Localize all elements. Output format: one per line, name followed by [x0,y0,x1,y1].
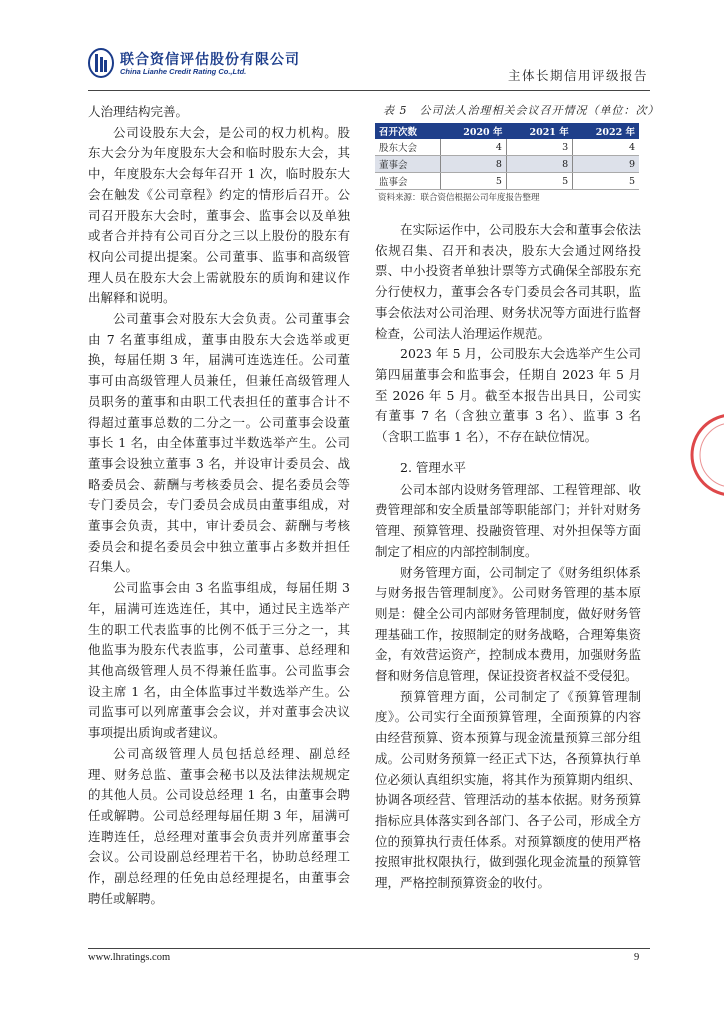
section-heading: 2. 管理水平 [400,459,466,475]
paragraph: 公司监事会由 3 名监事组成，每届任期 3 年，届满可连选连任，其中，通过民主选举产生的职工代表监事的比例不低于三分之一，其他监事为股东代表监事，公司董事、总经理和其他高级管理人员不得兼任监事。公司监事会设主席 1 名，由全体监事过半数选举产生。公司监事可以列席董事会会议，并对董事会决议事项提出质询或者建议。 [88,580,350,741]
table-cell: 股东大会 [375,139,440,156]
table-header-cell: 召开次数 [375,123,440,139]
paragraph: 公司董事会对股东大会负责。公司董事会由 7 名董事组成，董事由股东大会选举或更换，每届任期 3 年，届满可连选连任。公司董事可由高级管理人员兼任，但兼任高级管理人员职务的董事和由职工代表担任的董事合计不得超过董事总数的二分之一。公司董事会设董事长 1 名，由全体董事过半数选举产生。公司董事会设独立董事 3 名，并设审计委员会、战略委员会、薪酬与考核委员会、提名委员会等专门委员会，专门委员会成员由董事组成，对董事会负责，其中，审计委员会、薪酬与考核委员会和提名委员会中独立董事占多数并担任召集人。 [88,311,350,575]
paragraph: 财务管理方面，公司制定了《财务组织体系与财务报告管理制度》。公司财务管理的基本原则是：健全公司内部财务管理制度，做好财务管理基础工作，按照制定的财务战略，合理筹集资金，有效营运资产，控制成本费用，加强财务监督和财务信息管理，保证投资者权益不受侵犯。 [375,564,641,684]
footer-divider [88,948,650,949]
company-name-cn: 联合资信评估股份有限公司 [120,52,300,68]
table-header-cell: 2022 年 [573,123,639,139]
footer-website: www.lhratings.com [88,952,171,963]
table-header-row [375,123,639,139]
table-cell: 监事会 [375,173,440,190]
paragraph: 公司本部内设财务管理部、工程管理部、收费管理部和安全质量部等职能部门；并针对财务管理、预算管理、投融资管理、对外担保等方面制定了相应的内部控制制度。 [375,481,641,559]
lianhe-logo-icon [88,48,114,78]
table-source-note: 资料来源：联合资信根据公司年度报告整理 [378,193,540,203]
paragraph: 在实际运作中，公司股东大会和董事会依法依规召集、召开和表决，股东大会通过网络投票、中小投资者单独计票等方式确保全部股东充分行使权力，董事会各专门委员会各司其职，监事会依法对公司治理、财务状况等方面进行监督检查，公司法人治理运作规范。 [375,222,641,341]
table-cell: 8 [440,156,506,173]
left-column [88,102,350,909]
paragraph: 公司高级管理人员包括总经理、副总经理、财务总监、董事会秘书以及法律法规规定的其他人员。公司设总经理 1 名，由董事会聘任或解聘。公司总经理每届任期 3 年，届满可连聘连任，总经理对董事会负责并列席董事会会议。公司设副总经理若干名，协助总经理工作，副总经理的任免由总经理提名，由董事会聘任或解聘。 [88,745,350,906]
table-cell: 3 [506,139,572,156]
page-number: 9 [634,952,640,963]
header-divider [88,90,650,91]
table-cell: 8 [506,156,572,173]
table-row [375,139,639,156]
table-row [375,173,639,190]
table-row [375,156,639,173]
page-header [88,40,648,88]
table-cell: 董事会 [375,156,440,173]
paragraph: 2023 年 5 月，公司股东大会选举产生公司第四届董事会和监事会，任期自 2023 年 5 月至 2026 年 5 月。截至本报告出具日，公司实有董事 7 名（含独立董事 3 名）、监事 3 名（含职工监事 1 名），不存在缺位情况。 [375,346,641,445]
table-cell: 9 [573,156,639,173]
report-title: 主体长期信用评级报告 [507,68,648,83]
paragraph: 预算管理方面，公司制定了《预算管理制度》。公司实行全面预算管理，全面预算的内容由经营预算、资本预算与现金流量预算三部分组成。公司财务预算一经正式下达，各预算执行单位必须认真组织实施，将其作为预算期内组织、协调各项经营、管理活动的基本依据。财务预算指标应具体落实到各部门、各子公司，形成全方位的预算执行责任体系。对预算额度的使用严格按照审批权限执行，做到强化现金流量的预算管理，严格控制预算资金的收付。 [375,688,641,891]
table-cell: 4 [573,139,639,156]
table-cell: 5 [506,173,572,190]
company-name-en: China Lianhe Credit Rating Co.,Ltd. [120,67,247,76]
table-header-cell: 2020 年 [440,123,506,139]
right-column [375,220,641,894]
paragraph: 人治理结构完善。 [88,104,189,119]
table-cell: 4 [440,139,506,156]
table-cell: 5 [440,173,506,190]
company-seal-icon [690,410,724,500]
paragraph: 公司设股东大会，是公司的权力机构。股东大会分为年度股东大会和临时股东大会，其中，年度股东大会每年召开 1 次，临时股东大会在触发《公司章程》约定的情形后召开。公司召开股东大会时，董事会、监事会以及单独或者合并持有公司百分之三以上股份的股东有权向公司提出提案。公司董事、监事和高级管理人员在股东大会上需就股东的质询和建议作出解释和说明。 [88,124,350,306]
table-cell: 5 [573,173,639,190]
table-header-cell: 2021 年 [506,123,572,139]
governance-meetings-table [375,123,639,190]
table-caption: 表 5 公司法人治理相关会议召开情况（单位：次） [383,104,660,117]
